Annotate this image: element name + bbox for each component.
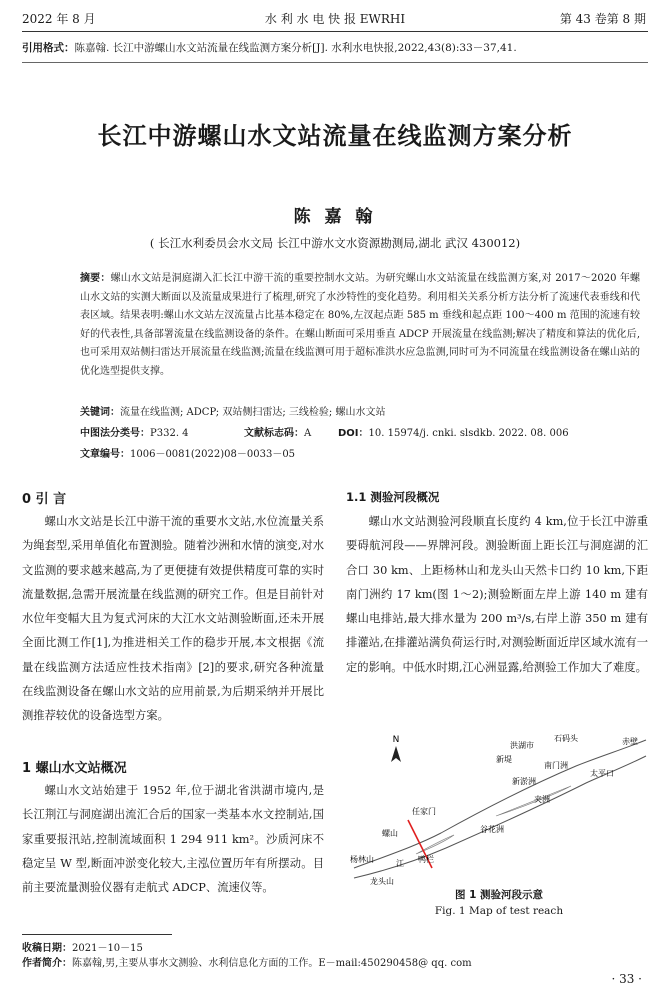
section-1-1-heading: 1.1 测验河段概况 [346,490,440,504]
received-label: 收稿日期： [22,943,72,954]
received-date [22,939,143,954]
author-bio-label: 作者简介： [22,958,72,969]
doi-label: DOI： [338,428,369,439]
received-value: 2021－10－15 [72,943,143,954]
header-rule [22,31,648,32]
label-yanglinshan: 杨林山 [350,855,374,864]
label-jiang: 江 [396,859,404,868]
label-nanmenzhou: 南门洲 [544,761,568,770]
keywords-text: 流量在线监测; ADCP; 双站侧扫雷达; 三线检验; 螺山水文站 [120,407,386,418]
abstract [80,270,640,381]
label-shimatou: 石码头 [554,734,578,743]
label-jiazhou: 夹洲 [534,795,550,804]
label-longtoushan: 龙头山 [370,877,394,886]
keywords-label: 关键词： [80,407,120,418]
article-no-label: 文章编号： [80,449,130,460]
label-taipingkou: 太平口 [590,769,614,778]
doc-code-value: A [304,428,312,439]
figure-caption-en: Fig. 1 Map of test reach [434,905,564,917]
label-rengjiamen: 任家门 [412,807,436,816]
citation-label: 引用格式： [22,42,75,54]
section-1-heading: 1 螺山水文站概况 [22,761,127,776]
footnote-rule [22,934,172,935]
author: 陈 嘉 翰 [293,207,377,227]
citation [22,41,652,56]
affiliation: ( 长江水利委员会水文局 长江中游水文水资源勘测局,湖北 武汉 430012) [149,236,521,250]
label-huahuazhou: 谷花洲 [480,825,504,834]
header-journal: 水 利 水 电 快 报 EWRHI [264,12,406,26]
classification [80,424,189,439]
section-0-heading: 0 引 言 [22,492,67,507]
label-yalan: 鸭栏 [418,855,434,864]
keywords [80,403,385,418]
label-xinti: 新堤 [496,755,512,764]
section-1-1-body: 螺山水文站测验河段顺直长度约 4 km,位于长江中游重要碍航河段——界牌河段。测验断面上距长江与洞庭湖的汇合口 30 km、上距杨林山和龙头山天然卡口约 10 km,下距南门洲约 17 km(图 1～2);测验断面左岸上游 140 m 建有螺山电排站,最大排水量为 200 m³/s,右岸上游 350 m 建有排灌站,在排灌站满负荷运行时,对测验断面近岸区域水流有一定的影响。中低水时期,江心洲显露,给测验工作加大了难度。 [346,515,648,674]
section-0-body: 螺山水文站是长江中游干流的重要水文站,水位流量关系为绳套型,采用单值化布置测验。随着沙洲和水情的演变,对水文监测的要求越来越高,为了更便捷有效提供精度可靠的实时流量数据,急需开展流量在线监测的研究工作。但是目前针对水位年变幅大且为复式河床的大江水文站测验断面,还未开展全面比测工作[1],为推进相关工作的稳步开展,本文根据《流量在线监测方法适应性技术指南》[2]的要求,研究各种流量在线监测设备在螺山水文站的应用前景,为后期采纳并开展比测推荐较优的设备选型方案。 [22,515,324,723]
author-bio-value: 陈嘉翰,男,主要从事水文测验、水利信息化方面的工作。E－mail:450290458@ qq. com [72,958,472,969]
label-honghu: 洪湖市 [510,741,534,750]
citation-text: 陈嘉翰. 长江中游螺山水文站流量在线监测方案分析[J]. 水利水电快报,2022,43(8):33－37,41. [74,42,517,54]
author-bio [22,954,472,969]
section-1-body: 螺山水文站始建于 1952 年,位于湖北省洪湖市境内,是长江荆江与洞庭湖出流汇合后的国家一类基本水文控制站,国家重要报汛站,控制流域面积 1 294 911 km²。沙质河床不稳定呈 W 型,断面冲淤变化较大,主泓位置历年有所摆动。目前主要流量测验仪器有走航式 ADCP、流速仪等。 [22,784,324,895]
north-arrow-icon [391,746,401,762]
north-label: N [392,735,400,745]
upstream-bar [416,835,454,854]
document-code [244,424,311,439]
label-chibi: 赤壁 [622,737,638,746]
article-no-value: 1006－0081(2022)08－0033－05 [130,449,296,460]
citation-rule [22,62,648,63]
label-luoshan: 螺山 [382,829,398,838]
page-number: · 33 · [611,972,642,986]
page-title: 长江中游螺山水文站流量在线监测方案分析 [97,122,573,150]
doc-code-label: 文献标志码： [244,428,304,439]
test-reach-map [346,728,652,888]
header-volume: 第 43 卷第 8 期 [559,12,646,26]
figure-caption-cn: 图 1 测验河段示意 [454,889,544,901]
label-xinyujia: 新淤洲 [512,777,536,786]
article-number [80,445,295,460]
abstract-text: 螺山水文站是洞庭湖入汇长江中游干流的重要控制水文站。为研究螺山水文站流量在线监测方案,对 2017～2020 年螺山水文站的实测大断面以及流量成果进行了梳理,研究了水沙特性的变化趋势。利用相关关系分析方法分析了流速代表垂线和代表区域。结果表明:螺山水文站左汊流量占比基本稳定在 80%,左汊起点距 585 m 垂线和起点距 100～400 m 范围的流速有较好的代表性,具备部署流量在线监测设备的条件。在螺山断面可采用垂直 ADCP 开展流量在线监测;解决了精度和算法的优化后,也可采用双站侧扫雷达开展流量在线监测;流量在线监测可用于超标准洪水应急监测,同时可为不同流量在线监测设备在螺山站的优化选型提供支撑。 [80,273,641,377]
doi [338,424,569,439]
header-date: 2022 年 8 月 [22,12,96,26]
clc-value: P332. 4 [150,428,189,439]
clc-label: 中图法分类号： [80,428,150,439]
abstract-label: 摘要： [80,273,111,284]
doi-value: 10. 15974/j. cnki. slsdkb. 2022. 08. 006 [368,428,569,439]
